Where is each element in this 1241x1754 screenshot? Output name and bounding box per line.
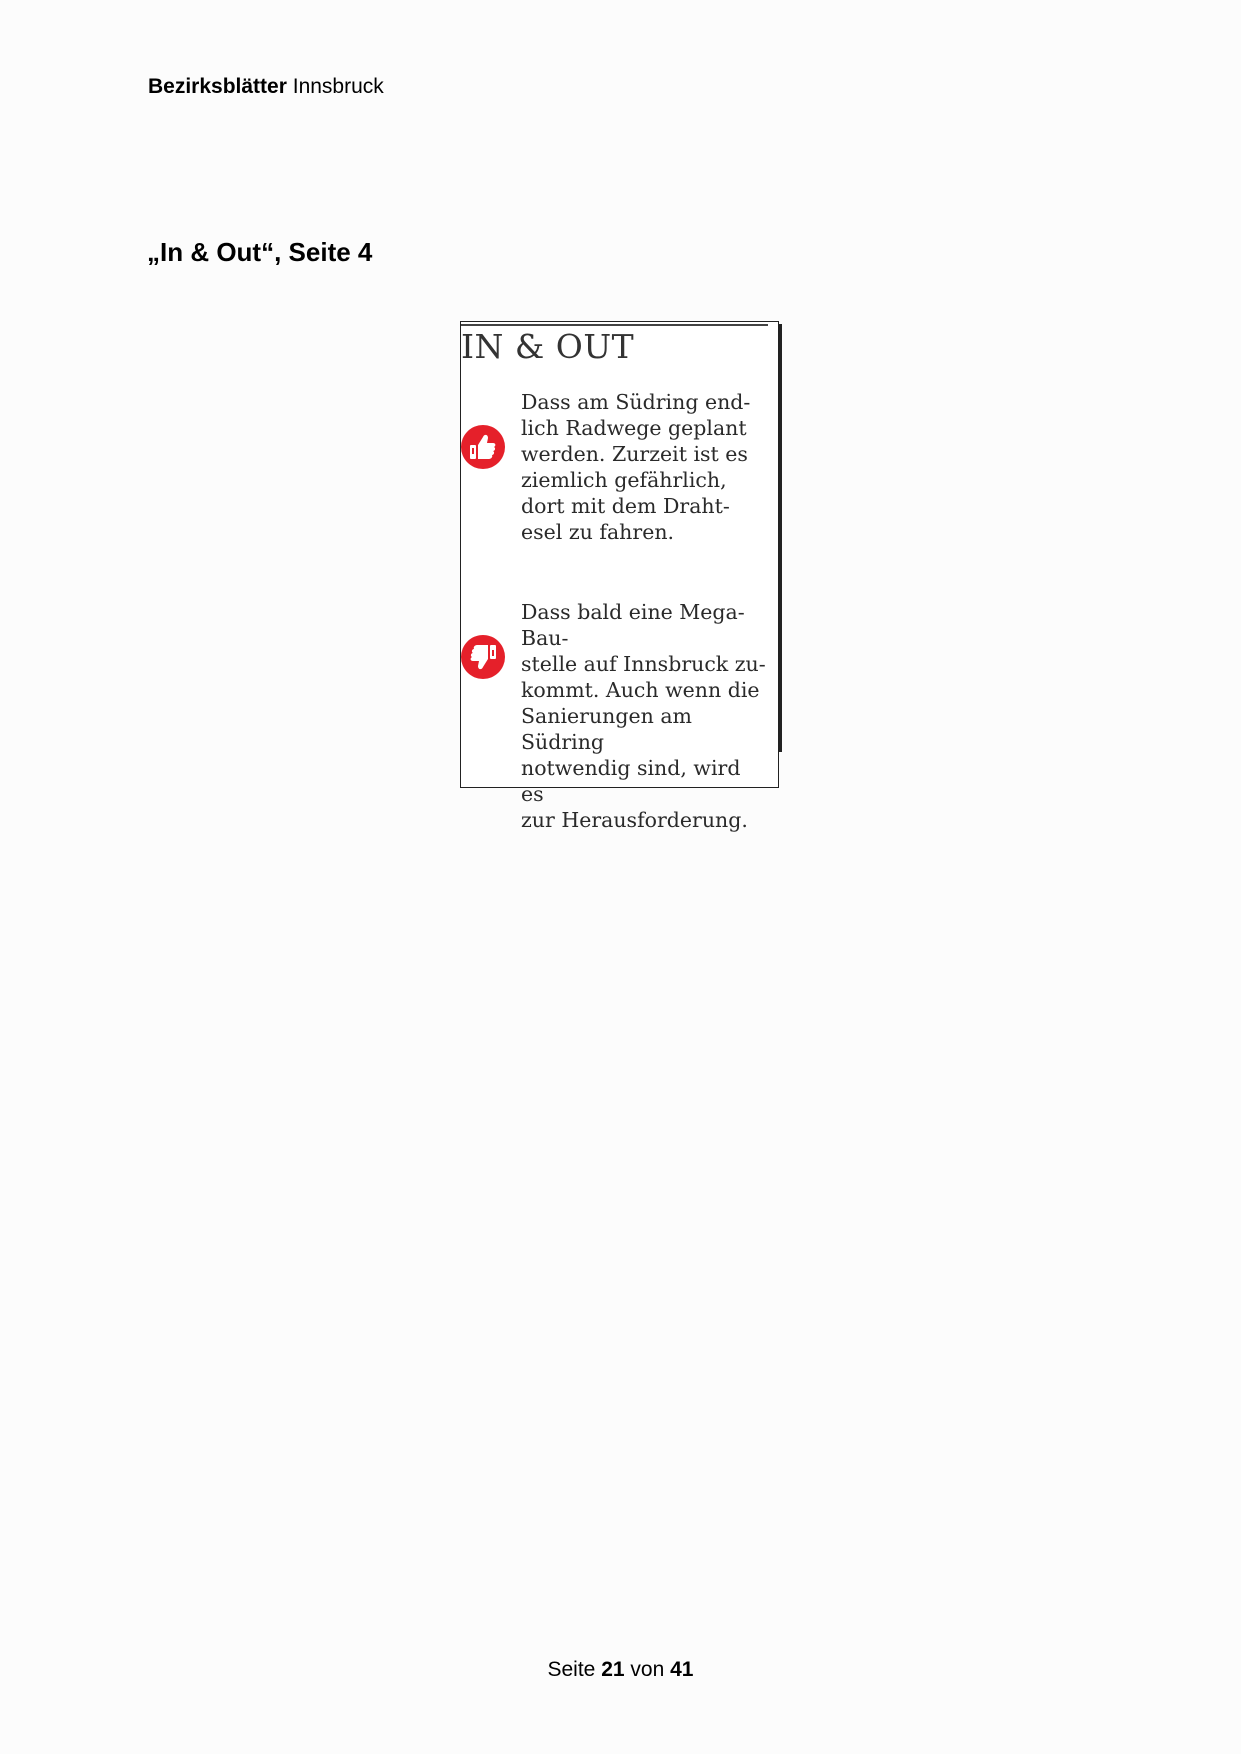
- newspaper-clipping: [460, 321, 779, 832]
- thumbs-down-icon: [461, 635, 505, 679]
- in-item-text: Dass am Südring end- lich Radwege geplant werden. Zurzeit ist es ziemlich gefährlich, dort mit dem Draht- esel zu fahren.: [521, 390, 751, 544]
- publication-name: Bezirksblätter: [148, 75, 287, 98]
- footer-prefix: Seite: [547, 1658, 596, 1681]
- footer-separator: von: [630, 1658, 665, 1681]
- total-page-count: 41: [670, 1658, 694, 1681]
- page-title: „In & Out“, Seite 4: [147, 237, 373, 267]
- page-footer: [0, 1657, 1241, 1683]
- out-item-text: Dass bald eine Mega-Bau- stelle auf Innsbruck zu- kommt. Auch wenn die Sanierungen am Südring notwendig sind, wird es zur Herausforderung.: [521, 600, 766, 832]
- thumbs-up-icon: [461, 425, 505, 469]
- clipping-title: IN & OUT: [461, 327, 635, 366]
- clipping-right-rule: [779, 324, 782, 752]
- clipping-top-rule: [461, 324, 768, 326]
- current-page-number: 21: [601, 1658, 625, 1681]
- publication-header: [148, 74, 384, 100]
- publication-region: Innsbruck: [292, 75, 384, 98]
